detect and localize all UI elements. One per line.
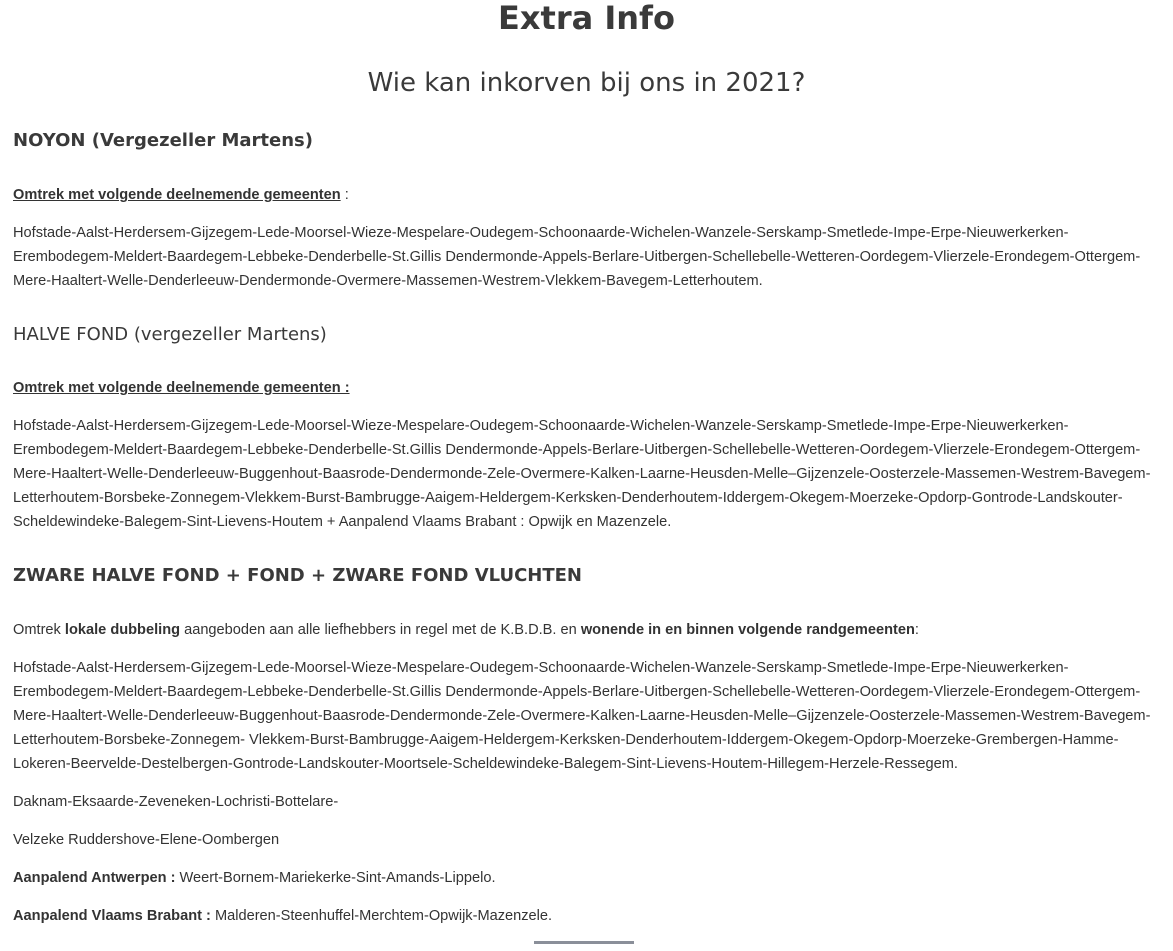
zware-intro-text-2: aangeboden aan alle liefhebbers in regel met de K.B.D.B. en xyxy=(180,622,581,638)
zware-intro-text-3: : xyxy=(914,622,919,638)
zware-antwerpen xyxy=(13,866,1163,890)
noyon-intro-label: Omtrek met volgende deelnemende gemeenten xyxy=(13,187,341,203)
noyon-intro xyxy=(13,183,1163,207)
halve-fond-intro-label: Omtrek met volgende deelnemende gemeenten : xyxy=(13,380,350,396)
zware-extra-2: Velzeke Ruddershove-Elene-Oombergen xyxy=(13,832,280,848)
noyon-towns: Hofstade-Aalst-Herdersem-Gijzegem-Lede-Moorsel-Wieze-Mespelare-Oudegem-Schoonaarde-Wichelen-Wanzele-Serskamp-Smetlede-Impe-Erpe-Nieuwerkerken-Erembodegem-Meldert-Baardegem-Lebbeke-Denderbelle-St.Gillis Dendermonde-Appels-Berlare-Uitbergen-Schellebelle-Wetteren-Oordegem-Vlierzele-Erondegem-Ottergem-Mere-Haaltert-Welle-Denderleeuw-Dendermonde-Overmere-Massemen-Westrem-Vlekkem-Bavegem-Letterhoutem. xyxy=(13,225,1141,289)
halve-fond-towns: Hofstade-Aalst-Herdersem-Gijzegem-Lede-Moorsel-Wieze-Mespelare-Oudegem-Schoonaarde-Wichelen-Wanzele-Serskamp-Smetlede-Impe-Erpe-Nieuwerkerken-Erembodegem-Meldert-Baardegem-Lebbeke-Denderbelle-St.Gillis Dendermonde-Appels-Berlare-Uitbergen-Schellebelle-Wetteren-Oordegem-Vlierzele-Erondegem-Ottergem-Mere-Haaltert-Welle-Denderleeuw-Buggenhout-Baasrode-Dendermonde-Zele-Overmere-Kalken-Laarne-Heusden-Melle–Gijzenzele-Oosterzele-Massemen-Westrem-Bavegem-Letterhoutem-Borsbeke-Zonnegem-Vlekkem-Burst-Bambrugge-Aaigem-Heldergem-Kerksken-Denderhoutem-Iddergem-Okegem-Moerzeke-Opdorp-Gontrode-Landskouter-Scheldewindeke-Balegem-Sint-Lievens-Houtem + Aanpalend Vlaams Brabant : Opwijk en Mazenzele. xyxy=(13,418,1151,530)
page-title: Extra Info xyxy=(498,0,675,37)
noyon-intro-suffix: : xyxy=(340,187,349,203)
section-heading-noyon: NOYON (Vergezeller Martens) xyxy=(13,130,313,151)
brabant-label: Aanpalend Vlaams Brabant : xyxy=(13,908,211,924)
scroll-indicator xyxy=(534,941,634,944)
zware-intro-bold-2: wonende in en binnen volgende randgemeenten xyxy=(580,622,915,638)
brabant-towns: Malderen-Steenhuffel-Merchtem-Opwijk-Mazenzele. xyxy=(210,908,553,924)
zware-intro xyxy=(13,618,1163,642)
zware-towns: Hofstade-Aalst-Herdersem-Gijzegem-Lede-Moorsel-Wieze-Mespelare-Oudegem-Schoonaarde-Wichelen-Wanzele-Serskamp-Smetlede-Impe-Erpe-Nieuwerkerken-Erembodegem-Meldert-Baardegem-Lebbeke-Denderbelle-St.Gillis Dendermonde-Appels-Berlare-Uitbergen-Schellebelle-Wetteren-Oordegem-Vlierzele-Erondegem-Ottergem-Mere-Haaltert-Welle-Denderleeuw-Buggenhout-Baasrode-Dendermonde-Zele-Overmere-Kalken-Laarne-Heusden-Melle–Gijzenzele-Oosterzele-Massemen-Westrem-Bavegem-Letterhoutem-Borsbeke-Zonnegem- Vlekkem-Burst-Bambrugge-Aaigem-Heldergem-Kerksken-Denderhoutem-Iddergem-Okegem-Opdorp-Moerzeke-Grembergen-Hamme-Lokeren-Beervelde-Destelbergen-Gontrode-Landskouter-Moortsele-Scheldewindeke-Balegem-Sint-Lievens-Houtem-Hillegem-Herzele-Ressegem. xyxy=(13,660,1151,772)
zware-brabant xyxy=(13,904,1163,928)
zware-extra-1: Daknam-Eksaarde-Zeveneken-Lochristi-Bottelare- xyxy=(13,794,339,810)
zware-intro-bold-1: lokale dubbeling xyxy=(64,622,181,638)
zware-intro-text-1: Omtrek xyxy=(13,622,65,638)
page-subtitle: Wie kan inkorven bij ons in 2021? xyxy=(367,68,806,98)
section-heading-zware: ZWARE HALVE FOND + FOND + ZWARE FOND VLUCHTEN xyxy=(13,565,582,586)
antwerpen-label: Aanpalend Antwerpen : xyxy=(13,870,176,886)
section-heading-halve-fond: HALVE FOND (vergezeller Martens) xyxy=(13,324,327,345)
halve-fond-intro xyxy=(13,376,1163,400)
antwerpen-towns: Weert-Bornem-Mariekerke-Sint-Amands-Lippelo. xyxy=(175,870,496,886)
